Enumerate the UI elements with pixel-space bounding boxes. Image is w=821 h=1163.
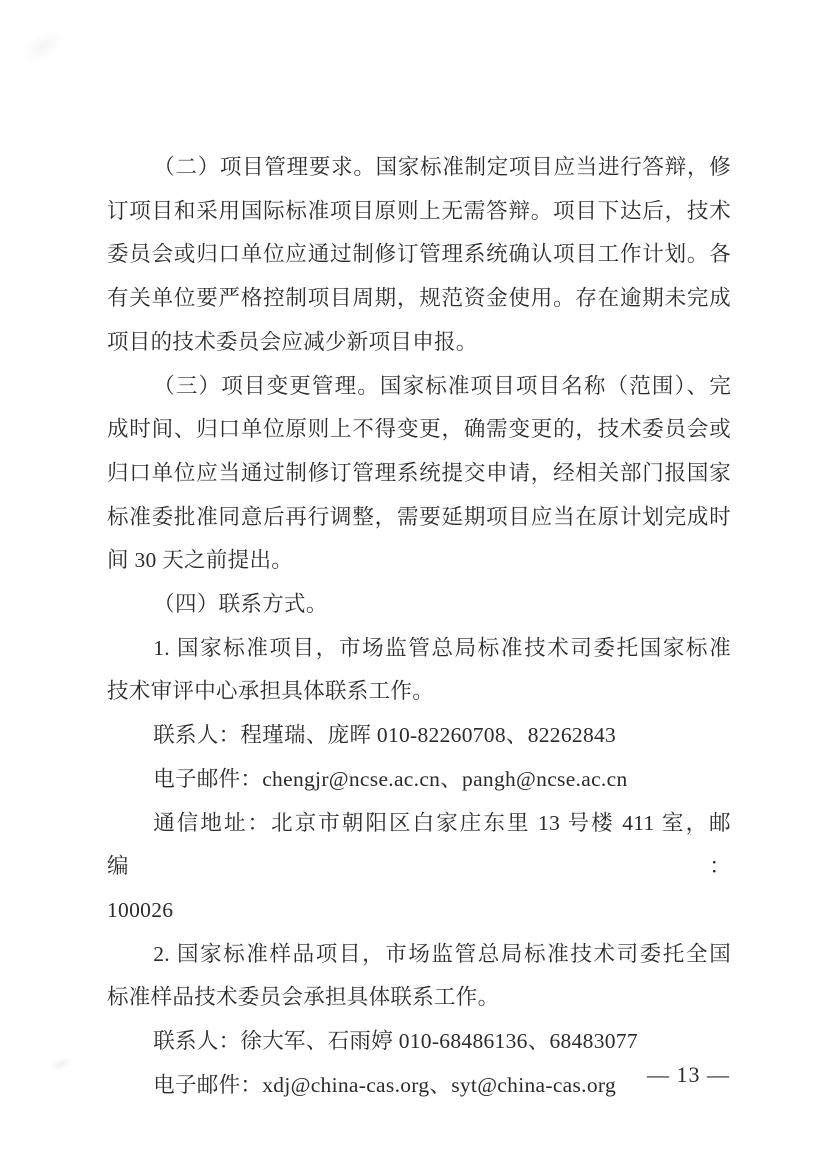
text-line: 通信地址：北京市朝阳区白家庄东里 13 号楼 411 室，邮编： — [107, 810, 731, 879]
text-line: 成时间、归口单位原则上不得变更，确需变更的，技术委员会或 — [107, 417, 731, 442]
text-line: 1. 国家标准项目，市场监管总局标准技术司委托国家标准 — [153, 635, 731, 660]
scan-smudge — [17, 24, 70, 70]
paragraph-national-standard-contact — [107, 627, 731, 714]
text-line: 2. 国家标准样品项目，市场监管总局标准技术司委托全国 — [153, 941, 731, 966]
text-line: 项目的技术委员会应减少新项目申报。 — [107, 329, 478, 354]
text-line: 归口单位应当通过制修订管理系统提交申请，经相关部门报国家 — [107, 460, 731, 485]
contact-person-line — [107, 714, 731, 758]
text-line: 电子邮件：chengjr@ncse.ac.cn、pangh@ncse.ac.cn — [153, 766, 628, 791]
document-body — [107, 146, 731, 1107]
paragraph-project-change — [107, 365, 731, 584]
text-line: （二）项目管理要求。国家标准制定项目应当进行答辩，修 — [153, 155, 731, 179]
text-line: 有关单位要严格控制项目周期，规范资金使用。存在逾期未完成 — [107, 286, 731, 311]
text-line: 标准委批准同意后再行调整，需要延期项目应当在原计划完成时 — [107, 504, 731, 529]
text-line: （三）项目变更管理。国家标准项目项目名称（范围）、完 — [153, 373, 731, 398]
page-number: — 13 — — [647, 1062, 730, 1087]
contact-address — [107, 802, 731, 933]
text-line: 间 30 天之前提出。 — [107, 548, 294, 573]
text-line: 联系人：程瑾瑞、庞晖 010-82260708、82262843 — [153, 723, 617, 748]
text-line: 电子邮件：xdj@china-cas.org、syt@china-cas.org — [153, 1072, 617, 1097]
text-line: （四）联系方式。 — [153, 592, 328, 617]
paragraph-standard-sample-contact — [107, 933, 731, 1020]
paragraph-project-management — [107, 146, 731, 365]
text-line: 订项目和采用国际标准项目原则上无需答辩。项目下达后，技术 — [107, 198, 731, 223]
contact-email-line — [107, 758, 731, 802]
text-line: 委员会或归口单位应通过制修订管理系统确认项目工作计划。各 — [107, 242, 731, 267]
text-line: 标准样品技术委员会承担具体联系工作。 — [107, 985, 500, 1010]
text-line: 技术审评中心承担具体联系工作。 — [107, 679, 435, 704]
text-line: 联系人：徐大军、石雨婷 010-68486136、68483077 — [153, 1029, 638, 1054]
text-line: 100026 — [107, 897, 174, 922]
contact-person-line — [107, 1020, 731, 1064]
paragraph-contact-heading — [107, 583, 731, 627]
